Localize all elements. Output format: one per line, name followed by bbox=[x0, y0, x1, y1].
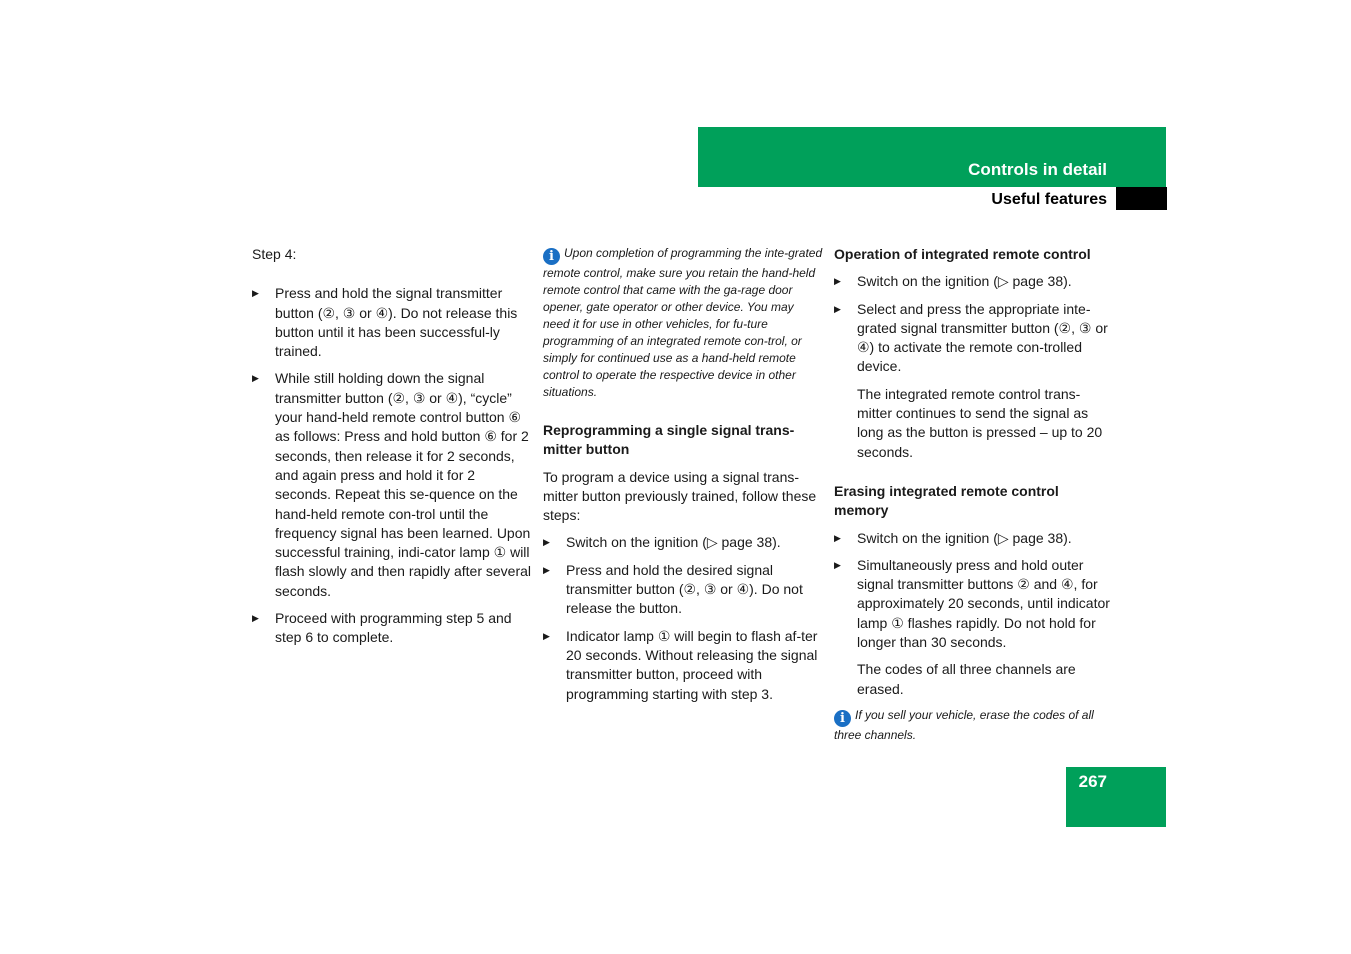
list-item: ▶ Switch on the ignition (▷ page 38). bbox=[543, 533, 823, 552]
column-3 bbox=[834, 245, 1114, 764]
section-heading: Reprogramming a single signal trans-mitter button bbox=[543, 422, 795, 458]
section-title: Controls in detail bbox=[968, 160, 1107, 179]
header-marker bbox=[1116, 187, 1167, 210]
list-item: ▶ Select and press the appropriate inte-grated signal transmitter button (②, ③ or ④) to activate the remote con-trolled device. bbox=[834, 300, 1114, 377]
info-text: If you sell your vehicle, erase the codes of all three channels. bbox=[834, 707, 1094, 742]
list-item: ▶ Proceed with programming step 5 and step 6 to complete. bbox=[252, 609, 532, 648]
column-2 bbox=[543, 245, 823, 712]
list-item: ▶ Press and hold the desired signal transmitter button (②, ③ or ④). Do not release the button. bbox=[543, 561, 823, 619]
list-item: ▶ Press and hold the signal transmitter button (②, ③ or ④). Do not release this button until it has been successful-ly trained. bbox=[252, 284, 532, 361]
note-text: The codes of all three channels are erased. bbox=[857, 661, 1076, 697]
list-item: ▶ Switch on the ignition (▷ page 38). bbox=[834, 529, 1114, 548]
list-item: ▶ Simultaneously press and hold outer signal transmitter buttons ② and ④, for approximately 20 seconds, until indicator lamp ① flashes rapidly. Do not hold for longer than 30 seconds. bbox=[834, 556, 1114, 652]
section-heading: Operation of integrated remote control bbox=[834, 246, 1091, 262]
info-note bbox=[834, 707, 1114, 744]
list-item: ▶ Switch on the ignition (▷ page 38). bbox=[834, 272, 1114, 291]
info-text: Upon completion of programming the inte-grated remote control, make sure you retain the hand-held remote control that came with the ga-rage door opener, gate operator or other device. You may need it for use in other vehicles, for fu-ture programming of an integrated remote con-trol, or simply for continued use as a hand-held remote control to operate the respective device in other situations. bbox=[543, 246, 823, 399]
section-heading: Erasing integrated remote control memory bbox=[834, 482, 1059, 519]
info-icon: i bbox=[543, 248, 560, 265]
column-1 bbox=[252, 245, 532, 656]
info-note bbox=[543, 245, 823, 401]
intro-text: To program a device using a signal trans-mitter button previously trained, follow these steps: bbox=[543, 468, 817, 524]
list-item: ▶ While still holding down the signal transmitter button (②, ③ or ④), “cycle” your hand-held remote control button ⑥ as follows: Press and hold button ⑥ for 2 seconds, then release it for 2 seconds, and again press and hold it for 2 seconds. Repeat this se-quence on the hand-held remote con-trol until the frequency signal has been learned. Upon successful training, indi-cator lamp ① will flash slowly and then rapidly after several seconds. bbox=[252, 369, 532, 601]
note-text: The integrated remote control trans-mitter continues to send the signal as long as the button is pressed – up to 20 seconds. bbox=[857, 385, 1103, 460]
step-label: Step 4: bbox=[252, 246, 297, 262]
list-item: ▶ Indicator lamp ① will begin to flash af-ter 20 seconds. Without releasing the signal transmitter button, proceed with programming starting with step 3. bbox=[543, 627, 823, 704]
info-icon: i bbox=[834, 710, 851, 727]
subsection-title: Useful features bbox=[991, 191, 1107, 208]
page-number: 267 bbox=[1078, 772, 1107, 791]
